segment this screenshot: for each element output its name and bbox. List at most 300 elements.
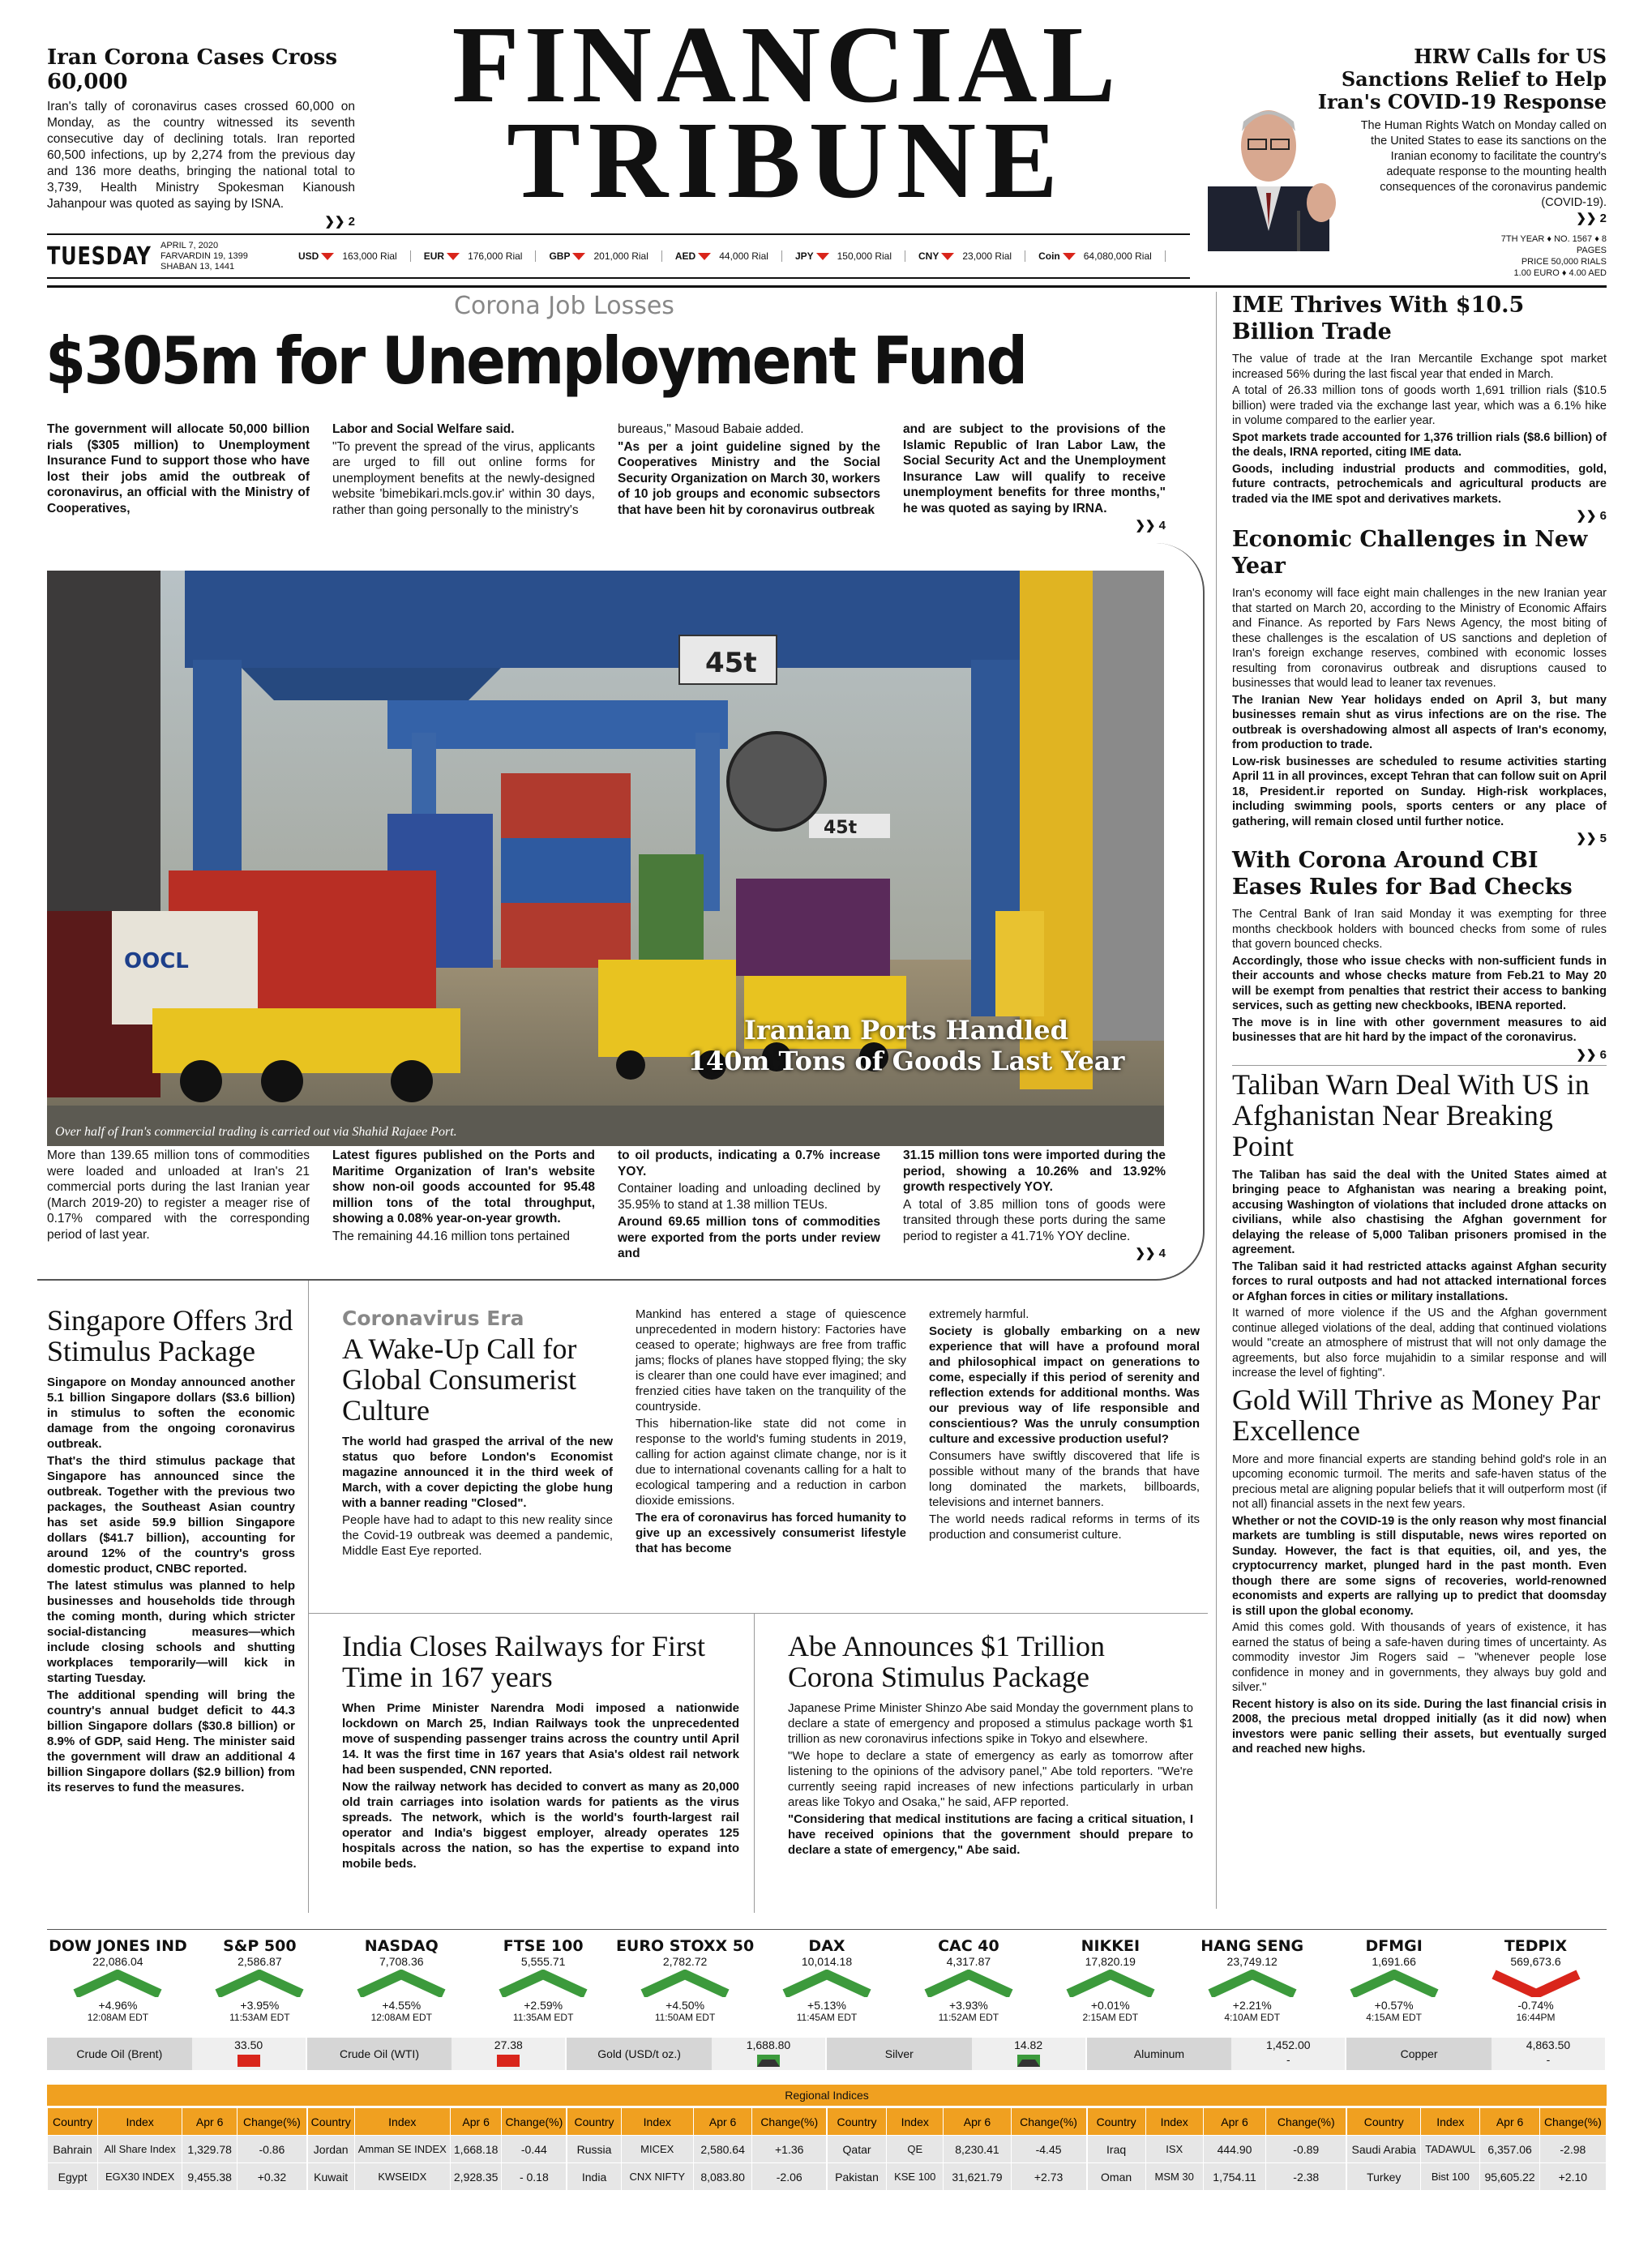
index-card (897, 1937, 1039, 2030)
commodity-value-box (712, 2038, 825, 2070)
trend-down-icon (452, 2052, 565, 2067)
page-ref: 5 (1599, 832, 1607, 845)
trend-down-icon (698, 253, 711, 260)
table-cell: Bist 100 (1421, 2163, 1480, 2191)
column-header: Apr 6 (693, 2108, 752, 2136)
table-cell: Iraq (1087, 2136, 1145, 2163)
index-value: 22,086.04 (92, 1955, 143, 1968)
column-header: Apr 6 (450, 2108, 502, 2136)
column-header: Country (48, 2108, 98, 2136)
column-header: Change(%) (502, 2108, 567, 2136)
table-cell: - 0.18 (502, 2163, 567, 2191)
table-cell: Oman (1087, 2163, 1145, 2191)
lead-headline: $305m for Unemployment Fund (45, 323, 1026, 399)
ime-p3: Spot markets trade accounted for 1,376 trillion rials ($8.6 billion) of the deals, IRNA reported, citing IME data. (1232, 430, 1607, 459)
index-time: 11:53AM EDT (229, 2012, 290, 2023)
column-header: Apr 6 (182, 2108, 238, 2136)
chevron-up-icon (1346, 1970, 1443, 1997)
photo-caption: Over half of Iran's commercial trading is carried out via Shahid Rajaee Port. (55, 1125, 457, 1139)
currency-value: 163,000 Rial (342, 250, 397, 262)
ports-col3b: Container loading and unloading declined by 35.95% to stand at 1.38 million TEUs. (618, 1182, 880, 1212)
chevron-up-icon (1062, 1970, 1159, 1997)
currency-code: Coin (1038, 250, 1060, 262)
index-change: +4.55% (382, 1999, 422, 2012)
index-change: +3.95% (240, 1999, 280, 2012)
index-time: 4:15AM EDT (1366, 2012, 1422, 2023)
table-cell: +2.10 (1539, 2163, 1606, 2191)
index-value: 23,749.12 (1226, 1955, 1278, 1968)
singapore-p2: That's the third stimulus package that Singapore has announced since the outbreak. Together with the previous two packages, the Southeast Asian country has set aside 59.9 billion Singapore dollars ($41.7 billion), accounting for around 12% of the country's gross domestic product, CNBC reported. (47, 1454, 295, 1576)
chevron-up-icon (494, 1970, 592, 1997)
index-name: EURO STOXX 50 (615, 1937, 755, 1955)
issue-info (1492, 233, 1607, 279)
commodity-value-box (452, 2038, 565, 2070)
currency-item (298, 250, 411, 262)
index-value: 569,673.6 (1510, 1955, 1561, 1968)
table-row (48, 2163, 307, 2191)
currency-code: AED (674, 250, 696, 262)
table-cell: +0.32 (238, 2163, 307, 2191)
chevron-icon: ❯❯ (1135, 519, 1156, 533)
table-cell: All Share Index (98, 2136, 182, 2163)
table-cell: 2,928.35 (450, 2163, 502, 2191)
ports-col4b: A total of 3.85 million tons of goods were transited through these ports during the same period to register a 41.71% YOY decline. (903, 1197, 1166, 1243)
table-cell: 6,357.06 (1480, 2136, 1539, 2163)
crane-label-2: 45t (824, 818, 858, 838)
column-header: Change(%) (752, 2108, 826, 2136)
table-cell: CNX NIFTY (621, 2163, 693, 2191)
trend-up-icon (972, 2052, 1085, 2067)
index-name: HANG SENG (1200, 1937, 1304, 1955)
index-value: 10,014.18 (801, 1955, 853, 1968)
singapore-p4: The additional spending will bring the country's annual budget deficit to 44.3 billion Singapore dollars ($30.8 billion) or 8.9% of GDP, said Heng. The minister said the government will draw an additional 4 billion Singapore dollars ($2.9 billion) from its reserves to fund the measures. (47, 1688, 295, 1794)
commodity-value-box (1231, 2038, 1345, 2070)
port-photo (47, 571, 1164, 1146)
commodity-name: Copper (1346, 2038, 1492, 2070)
wakeup-p9: The world needs radical reforms in terms of its production and consumerist culture. (929, 1512, 1200, 1542)
currency-item (675, 250, 782, 262)
date-gregorian: APRIL 7, 2020 (160, 240, 219, 250)
index-change: +4.50% (666, 1999, 705, 2012)
lead-col3b: "As per a joint guideline signed by the Cooperatives Ministry and the Social Security Organization on March 30, workers of 10 job groups and economic subsectors that have been hit by coronavirus outbreak (618, 439, 880, 517)
page-ref: 2 (348, 215, 355, 229)
commodity-value: 14.82 (1014, 2038, 1043, 2051)
chevron-icon: ❯❯ (1576, 212, 1597, 225)
commodity-item (1087, 2038, 1347, 2070)
index-name: DFMGI (1365, 1937, 1423, 1955)
econ-title: Economic Challenges in New Year (1232, 527, 1588, 579)
table-row (827, 2163, 1086, 2191)
currency-value: 201,000 Rial (593, 250, 648, 262)
index-card (756, 1937, 898, 2030)
india-p2: Now the railway network has decided to convert as many as 20,000 old train carriages into isolation wards for patients as the virus spreads. The network, which is the world's fourth-largest rail operator and India's biggest employer, already operates 125 hospitals across the nation, so has the expertise to expand into mobile beds. (342, 1780, 739, 1871)
chevron-icon: ❯❯ (1576, 1047, 1597, 1062)
currency-item (1038, 250, 1166, 262)
column-rule (1216, 292, 1217, 1909)
abe-story (788, 1631, 1193, 1859)
table-cell: -2.98 (1539, 2136, 1606, 2163)
singapore-title: Singapore Offers 3rd Stimulus Package (47, 1304, 293, 1367)
gold-p1: More and more financial experts are standing behind gold's role in an upcoming economic turmoil. The merits and safe-haven status of the precious metal are aligning popular beliefs that it will outperform most (if not all) financial assets in the next few years. (1232, 1452, 1607, 1511)
trend-down-icon (816, 253, 829, 260)
table-cell: Jordan (307, 2136, 354, 2163)
index-value: 1,691.66 (1372, 1955, 1416, 1968)
chevron-icon: ❯❯ (1135, 1247, 1156, 1260)
column-header: Country (1087, 2108, 1145, 2136)
chevron-up-icon (211, 1970, 308, 1997)
currency-value: 64,080,000 Rial (1083, 250, 1152, 262)
cbi-p2: Accordingly, those who issue checks with non-sufficient funds in their accounts and whose checks mature from Feb.21 to May 20 will be exempt from penalties that restrict their access to banking services, such as getting new checkbooks, IBENA reported. (1232, 954, 1607, 1012)
divider (1232, 1065, 1607, 1066)
regional-table (47, 2107, 307, 2191)
regional-indices (47, 2085, 1607, 2191)
page-ref: 6 (1599, 509, 1607, 523)
divider (308, 1613, 1208, 1614)
commodity-name: Crude Oil (Brent) (47, 2038, 192, 2070)
wakeup-p4: This hibernation-like state did not come in response to the world's fuming students in 2019, calling for action against climate change, nor is it due to international covenants calling for a halt to ecological tampering and a reduction in carbon dioxide emissions. (636, 1417, 906, 1508)
singapore-story (47, 1305, 295, 1797)
trend-down-icon (572, 253, 585, 260)
index-change: +0.57% (1374, 1999, 1414, 2012)
ime-p1: The value of trade at the Iran Mercantile Exchange spot market increased 56% during the last fiscal year that ended in March. (1232, 353, 1607, 381)
column-header: Index (1145, 2108, 1203, 2136)
ime-title: IME Thrives With $10.5 Billion Trade (1232, 293, 1525, 344)
column-header: Apr 6 (1203, 2108, 1265, 2136)
currency-value: 176,000 Rial (468, 250, 523, 262)
table-cell: 8,083.80 (693, 2163, 752, 2191)
table-cell: Kuwait (307, 2163, 354, 2191)
regional-table (567, 2107, 827, 2191)
trend-down-icon (941, 253, 954, 260)
right-teaser-title: HRW Calls for US Sanctions Relief to Help Iran's COVID-19 Response (1317, 45, 1607, 113)
column-header: Change(%) (1266, 2108, 1346, 2136)
right-teaser-text: The Human Rights Watch on Monday called on the United States to ease its sanctions on the Iranian economy to facilitate the country's adequate response to the mounting health consequences of the coronavirus pandemic (COVID-19). (1360, 119, 1607, 209)
table-cell: 8,230.41 (944, 2136, 1011, 2163)
index-change: -0.74% (1517, 1999, 1554, 2012)
table-cell: Saudi Arabia (1347, 2136, 1421, 2163)
index-value: 17,820.19 (1085, 1955, 1136, 1968)
table-row (1087, 2163, 1346, 2191)
commodity-value: 4,863.50 (1526, 2038, 1571, 2051)
photo-title (655, 1015, 1158, 1076)
column-header: Change(%) (1011, 2108, 1086, 2136)
index-name: DAX (808, 1937, 845, 1955)
index-value: 2,586.87 (238, 1955, 282, 1968)
column-header: Country (567, 2108, 621, 2136)
masthead-line1: FINANCIAL (452, 4, 1121, 126)
table-cell: MSM 30 (1145, 2163, 1203, 2191)
table-cell: Russia (567, 2136, 621, 2163)
econ-p2: The Iranian New Year holidays ended on April 3, but many businesses remain shut as virus infections are on the rise. The outbreak is overshadowing almost all aspects of Iran's economy, from production to trade. (1232, 693, 1607, 751)
lead-kicker: Corona Job Losses (454, 292, 674, 320)
chevron-up-icon (69, 1970, 166, 1997)
abe-title: Abe Announces $1 Trillion Corona Stimulus Package (788, 1630, 1106, 1693)
commodity-name: Gold (USD/t oz.) (567, 2038, 712, 2070)
cbi-title: With Corona Around CBI Eases Rules for Bad Checks (1232, 848, 1573, 900)
ports-col1: More than 139.65 million tons of commodities were loaded and unloaded at Iran's 21 commercial ports during the last Iranian year (March 2019-20) to register a meager rise of 0.17% compared with the corresponding period of last year. (47, 1149, 310, 1242)
index-card (189, 1937, 331, 2030)
column-header: Apr 6 (944, 2108, 1011, 2136)
index-name: NASDAQ (364, 1937, 439, 1955)
trend-down-icon (192, 2052, 306, 2067)
index-change: +3.93% (948, 1999, 988, 2012)
wakeup-p6: extremely harmful. (929, 1307, 1029, 1321)
regional-table (1087, 2107, 1347, 2191)
table-cell: -0.86 (238, 2136, 307, 2163)
chevron-up-icon (353, 1970, 450, 1997)
chevron-up-icon (778, 1970, 875, 1997)
econ-p1: Iran's economy will face eight main challenges in the new Iranian year that started on March 20, according to the Ministry of Economic Affairs and Finance. As reported by Fars News Agency, the most biting of these challenges is the escalation of US sanctions and depletion of Iran's foreign exchange reserves, combined with economic losses resulting from coronavirus outbreak and disruptions caused to businesses that would lead to leaner tax revenues. (1232, 587, 1607, 690)
commodity-item (1346, 2038, 1607, 2070)
currency-code: GBP (549, 250, 571, 262)
gold-title: Gold Will Thrive as Money Par Excellence (1232, 1383, 1601, 1447)
header-rule (47, 285, 1607, 288)
currency-code: EUR (423, 250, 445, 262)
regional-table (307, 2107, 567, 2191)
currency-ticker (298, 250, 1174, 262)
left-teaser (47, 45, 355, 229)
lead-col2b: "To prevent the spread of the virus, applicants are urged to fill out online forms for unemployment benefits at the newly-designed website 'bimebikari.mcls.gov.ir' within 30 days, rather than going personally to the ministry's (332, 439, 595, 517)
index-time: 2:15AM EDT (1082, 2012, 1139, 2023)
index-change: +0.01% (1090, 1999, 1130, 2012)
commodity-value: 33.50 (234, 2038, 263, 2051)
lead-body (47, 421, 1166, 533)
right-teaser (1313, 45, 1607, 225)
photo-title-line2: 140m Tons of Goods Last Year (687, 1046, 1125, 1076)
table-cell: MICEX (621, 2136, 693, 2163)
no-change-icon: - (1286, 2053, 1290, 2066)
regional-title: Regional Indices (47, 2085, 1607, 2106)
table-row (1087, 2136, 1346, 2163)
wakeup-p3: Mankind has entered a stage of quiescence unprecedented in modern history: Factories have ceased to operate; highways are free from traffic jams; flocks of planes have stopped flying; the sky is clearer than one could have ever imagined; and frenzied cities have taken on the tranquility of the countryside. (636, 1307, 906, 1414)
column-header: Index (1421, 2108, 1480, 2136)
singapore-p1: Singapore on Monday announced another 5.1 billion Singapore dollars ($3.6 billion) in stimulus to soften the economic damage from the ongoing coronavirus outbreak. (47, 1375, 295, 1451)
column-header: Index (887, 2108, 944, 2136)
table-cell: 9,455.38 (182, 2163, 238, 2191)
currency-value: 23,000 Rial (962, 250, 1012, 262)
wakeup-kicker: Coronavirus Era (342, 1307, 524, 1330)
table-row (307, 2136, 567, 2163)
ports-body (47, 1148, 1166, 1264)
index-value: 5,555.71 (520, 1955, 566, 1968)
commodity-value-box (972, 2038, 1085, 2070)
table-row (567, 2163, 827, 2191)
index-card (473, 1937, 614, 2030)
currency-item (549, 250, 661, 262)
cbi-p3: The move is in line with other government measures to aid businesses that are hit hard by the impact of the coronavirus. (1232, 1016, 1607, 1044)
wakeup-p1: The world had grasped the arrival of the new status quo before London's Economist magazine announced it in the third week of March, with a cover depicting the globe hung with a banner reading "Closed". (342, 1435, 613, 1510)
index-time: 11:52AM EDT (938, 2012, 999, 2023)
table-cell: -4.45 (1011, 2136, 1086, 2163)
commodity-name: Silver (827, 2038, 972, 2070)
date-block (160, 241, 298, 272)
chevron-icon: ❯❯ (1576, 509, 1597, 523)
column-header: Country (307, 2108, 354, 2136)
commodity-item (567, 2038, 827, 2070)
column-rule (754, 1613, 755, 1913)
table-cell: +1.36 (752, 2136, 826, 2163)
taliban-title: Taliban Warn Deal With US in Afghanistan Near Breaking Point (1232, 1067, 1590, 1162)
index-card (47, 1937, 189, 2030)
commodity-item (47, 2038, 307, 2070)
table-cell: 444.90 (1203, 2136, 1265, 2163)
index-name: NIKKEI (1081, 1937, 1141, 1955)
masthead (381, 4, 1192, 221)
column-header: Apr 6 (1480, 2108, 1539, 2136)
regional-tables (47, 2107, 1607, 2191)
no-change-icon: - (1546, 2053, 1551, 2066)
index-value: 7,708.36 (379, 1955, 424, 1968)
index-time: 11:45AM EDT (796, 2012, 858, 2023)
chevron-icon: ❯❯ (324, 215, 345, 229)
table-cell: 1,668.18 (450, 2136, 502, 2163)
currency-code: JPY (794, 250, 814, 262)
left-teaser-text: Iran's tally of coronavirus cases crossed 60,000 on Monday, as the country witnessed its seventh consecutive day of declining totals. Iran reported 60,500 infections, up by 2,274 from the previous day and 136 more deaths, bringing the national total to 3,739, Health Ministry Spokesman Kianoush Jahanpour was quoted as saying by ISNA. (47, 100, 355, 211)
index-change: +2.59% (524, 1999, 563, 2012)
column-header: Index (98, 2108, 182, 2136)
page-ref: 4 (1158, 519, 1166, 533)
index-time: 12:08AM EDT (370, 2012, 432, 2023)
right-column (1232, 292, 1607, 1759)
table-row (567, 2136, 827, 2163)
lead-col2a: Labor and Social Welfare said. (332, 422, 515, 436)
index-value: 2,782.72 (662, 1955, 708, 1968)
column-header: Country (827, 2108, 886, 2136)
chevron-up-icon (1204, 1970, 1301, 1997)
markets-rule (47, 1929, 1607, 1930)
table-cell: TADAWUL (1421, 2136, 1480, 2163)
wakeup-story (342, 1307, 1200, 1560)
chevron-down-icon (1487, 1970, 1585, 1997)
index-card (1181, 1937, 1323, 2030)
page-ref: 6 (1599, 1047, 1607, 1062)
india-title: India Closes Railways for First Time in 167 years (342, 1630, 705, 1693)
chevron-icon: ❯❯ (1576, 832, 1597, 845)
currency-code: USD (298, 250, 319, 262)
commodity-value: 27.38 (494, 2038, 523, 2051)
table-row (827, 2136, 1086, 2163)
commodity-value-box (192, 2038, 306, 2070)
table-cell: 31,621.79 (944, 2163, 1011, 2191)
index-change: +5.13% (807, 1999, 846, 2012)
wakeup-title: A Wake-Up Call for Global Consumerist Culture (342, 1332, 577, 1427)
currency-item (795, 250, 905, 262)
index-name: S&P 500 (223, 1937, 297, 1955)
table-cell: 1,754.11 (1203, 2163, 1265, 2191)
table-cell: -0.89 (1266, 2136, 1346, 2163)
index-name: FTSE 100 (503, 1937, 584, 1955)
table-cell: Pakistan (827, 2163, 886, 2191)
table-cell: KSE 100 (887, 2163, 944, 2191)
econ-p3: Low-risk businesses are scheduled to resume activities starting April 11 in all provinces, except Tehran that can follow suit on April 18, President.ir reported on Sunday. High-risk workplaces, including swimming pools, sports centers or any place of gathering, will remain closed until further notice. (1232, 755, 1607, 828)
india-p1: When Prime Minister Narendra Modi imposed a nationwide lockdown on March 25, Indian Railways took the unprecedented move of suspending passenger trains across the country until April 14. It was the first time in 167 years that Asia's oldest rail network had been suspended, CNN reported. (342, 1701, 739, 1777)
page-ref: 2 (1599, 212, 1607, 225)
commodity-item (307, 2038, 567, 2070)
column-header: Country (1347, 2108, 1421, 2136)
date-persian: FARVARDIN 19, 1399 (160, 250, 248, 261)
abe-p2: "We hope to declare a state of emergency as early as tomorrow after listening to the opinions of the advisory panel," Abe told reporters. "We're currently seeing rapid increases of new infections particularly in urban areas like Tokyo and Osaka," he said, AFP reported. (788, 1749, 1193, 1809)
chevron-up-icon (636, 1970, 734, 1997)
trend-down-icon (1063, 253, 1076, 260)
ime-p2: A total of 26.33 million tons of goods worth 1,691 trillion rials ($10.5 billion) were traded via the exchange last year, which was a 6.1% hike in volume compared to the earlier year. (1232, 384, 1607, 427)
issue-line: 7TH YEAR ♦ NO. 1567 ♦ 8 PAGES (1500, 234, 1607, 255)
gold-p2: Whether or not the COVID-19 is the only reason why most financial markets are tumbling is still disputable, news wires reported on Sunday. However, the fact is that equities, oil, and yes, the cryptocurrency market, plunged hard in the past month. Even though there are some signs of recoveries, world-renowned economists and experts are rallying up to predict that doomsday is still upon the global economy. (1232, 1514, 1607, 1618)
left-teaser-title: Iran Corona Cases Cross 60,000 (47, 45, 337, 94)
ports-col3a: to oil products, indicating a 0.7% increase YOY. (618, 1149, 880, 1178)
commodity-value: 1,452.00 (1266, 2038, 1311, 2051)
lead-col4: and are subject to the provisions of the Islamic Republic of Iran Labor Law, the Social Security Act and the Unemployment Insurance Law will qualify to receive unemployment benefits for three months," he was quoted as saying by IRNA. (903, 422, 1166, 515)
abe-p3: "Considering that medical institutions are facing a critical situation, I have received opinions that the government should prepare to declare a state of emergency," Abe said. (788, 1812, 1193, 1857)
commodity-name: Crude Oil (WTI) (307, 2038, 452, 2070)
wakeup-p2: People have had to adapt to this new reality since the Covid-19 outbreak was deemed a pandemic, Middle East Eye reported. (342, 1513, 613, 1558)
table-cell: -2.06 (752, 2163, 826, 2191)
wakeup-p8: Consumers have swiftly discovered that life is possible without many of the brands that have long dominated the markets, billboards, televisions and internet banners. (929, 1449, 1200, 1509)
gold-p4: Recent history is also on its side. During the last financial crisis in 2008, the precious metal dropped initially (as it did now) when investors were panic selling their assets, but eventually surged and reached new highs. (1232, 1697, 1607, 1756)
table-row (48, 2136, 307, 2163)
table-cell: Turkey (1347, 2163, 1421, 2191)
column-rule (308, 1281, 309, 1913)
table-row (1347, 2163, 1607, 2191)
table-cell: ISX (1145, 2136, 1203, 2163)
currency-value: 44,000 Rial (719, 250, 768, 262)
date-hijri: SHABAN 13, 1441 (160, 261, 235, 272)
global-indices (47, 1937, 1607, 2030)
table-cell: India (567, 2163, 621, 2191)
index-name: TEDPIX (1504, 1937, 1568, 1955)
taliban-p2: The Taliban said it had restricted attacks against Afghan security forces to rural outposts and had not attacked international forces or Afghan forces in cities or military installations. (1232, 1260, 1607, 1303)
table-row (1347, 2136, 1607, 2163)
commodity-value: 1,688.80 (746, 2038, 791, 2051)
table-cell: 95,605.22 (1480, 2163, 1539, 2191)
column-header: Change(%) (1539, 2108, 1606, 2136)
index-card (1323, 1937, 1465, 2030)
currency-item (424, 250, 537, 262)
table-cell: Amman SE INDEX (354, 2136, 450, 2163)
container-label: OOCL (124, 949, 189, 973)
ports-col3c: Around 69.65 million tons of commodities were exported from the ports under review and (618, 1215, 880, 1260)
index-time: 11:35AM EDT (512, 2012, 574, 2023)
currency-item (918, 250, 1025, 262)
wakeup-p7: Society is globally embarking on a new experience that will have a profound moral and philosophical impact on generations to come, especially if this period of serenity and reflection extends for additional months. Was our previous way of life responsible and conscientious? Was the unruly consumption culture and excessive production useful? (929, 1324, 1200, 1446)
taliban-p3: It warned of more violence if the US and the Afghan government continue alleged violations of the deal, adding that continued violations would "create an atmosphere of mistrust that will not only damage the agreements, but also force mujahidin to a similar response and will increase the level of fighting". (1232, 1307, 1607, 1380)
gold-p3: Amid this comes gold. With thousands of years of existence, it has earned the status of being a safe-haven during times of uncertainty. As commodity investor Jim Rogers said – "whenever people lose confidence in money and in governments, they always buy gold and silver." (1232, 1621, 1607, 1694)
table-cell: -2.38 (1266, 2163, 1346, 2191)
lead-col3a: bureaus," Masoud Babaie added. (618, 422, 804, 436)
index-change: +4.96% (98, 1999, 138, 2012)
regional-table (827, 2107, 1087, 2191)
photo-title-line1: Iranian Ports Handled (744, 1015, 1068, 1046)
index-time: 4:10AM EDT (1224, 2012, 1281, 2023)
commodity-item (827, 2038, 1087, 2070)
table-cell: KWSEIDX (354, 2163, 450, 2191)
table-cell: 2,580.64 (693, 2136, 752, 2163)
index-card (331, 1937, 473, 2030)
column-header: Index (621, 2108, 693, 2136)
index-name: CAC 40 (938, 1937, 999, 1955)
regional-table (1346, 2107, 1607, 2191)
abe-p1: Japanese Prime Minister Shinzo Abe said Monday the government plans to declare a state of emergency and proposed a stimulus package worth $1 trillion as new coronavirus infections spike in Tokyo and elsewhere. (788, 1701, 1193, 1746)
ports-col2b: The remaining 44.16 million tons pertained (332, 1229, 570, 1243)
india-story (342, 1631, 739, 1873)
taliban-p1: The Taliban has said the deal with the United States aimed at bringing peace to Afghanistan was nearing a breaking point, accusing Washington of violations that included drone attacks on civilians, while also chastising the Afghan government for delaying the release of 5,000 Taliban prisoners promised in the agreement. (1232, 1168, 1607, 1256)
index-value: 4,317.87 (946, 1955, 991, 1968)
day-label: TUESDAY (47, 242, 152, 271)
table-cell: Egypt (48, 2163, 98, 2191)
index-time: 16:44PM (1516, 2012, 1556, 2023)
singapore-p3: The latest stimulus was planned to help businesses and households tide through the coming month, during which stricter social-distancing measures—which include closing schools and shutting workplaces temporarily—will kick in starting Tuesday. (47, 1579, 295, 1685)
page-ref: 4 (1158, 1247, 1166, 1260)
column-header: Index (354, 2108, 450, 2136)
